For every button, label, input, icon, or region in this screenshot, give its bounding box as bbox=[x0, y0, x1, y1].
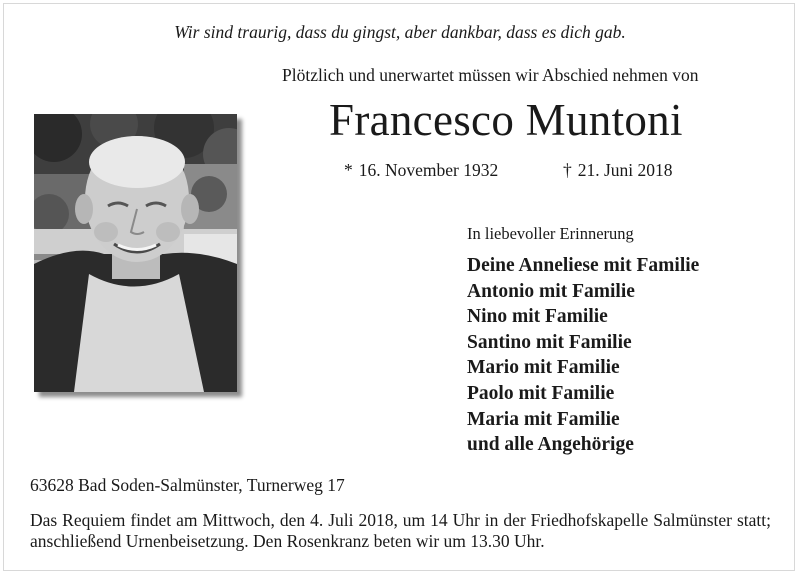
mourner-name: Deine Anneliese mit Familie bbox=[467, 255, 700, 276]
mourner-name: Antonio mit Familie bbox=[467, 280, 635, 302]
mourning-address: 63628 Bad Soden-Salmünster, Turnerweg 17 bbox=[30, 475, 345, 495]
death-date bbox=[563, 160, 673, 181]
birth-symbol: * bbox=[344, 160, 353, 180]
requiem-info: Das Requiem findet am Mittwoch, den 4. Juli 2018, um 14 Uhr in der Friedhofskapelle Salmünster statt; anschließend Urnenbeisetzung. Den Rosenkranz beten wir um 13.30 Uhr. bbox=[30, 510, 771, 551]
mourners-list bbox=[467, 253, 699, 458]
memory-heading: In liebevoller Erinnerung bbox=[467, 224, 634, 243]
mourner-name: Mario mit Familie bbox=[467, 357, 620, 379]
mourner-name: Santino mit Familie bbox=[467, 331, 632, 353]
mourner-name: Nino mit Familie bbox=[467, 306, 608, 328]
intro-text: Plötzlich und unerwartet müssen wir Abschied nehmen von bbox=[282, 65, 699, 85]
mourner-name: und alle Angehörige bbox=[467, 434, 634, 456]
mourner-name: Paolo mit Familie bbox=[467, 382, 615, 404]
birth-date bbox=[344, 160, 498, 181]
motto-text: Wir sind traurig, dass du gingst, aber dankbar, dass es dich gab. bbox=[174, 22, 626, 42]
deceased-name: Francesco Muntoni bbox=[329, 95, 683, 145]
portrait-photo bbox=[34, 114, 237, 392]
mourner-name: Maria mit Familie bbox=[467, 408, 620, 430]
death-symbol: † bbox=[563, 160, 572, 180]
birth-date-text: 16. November 1932 bbox=[358, 160, 499, 180]
death-date-text: 21. Juni 2018 bbox=[577, 160, 673, 180]
